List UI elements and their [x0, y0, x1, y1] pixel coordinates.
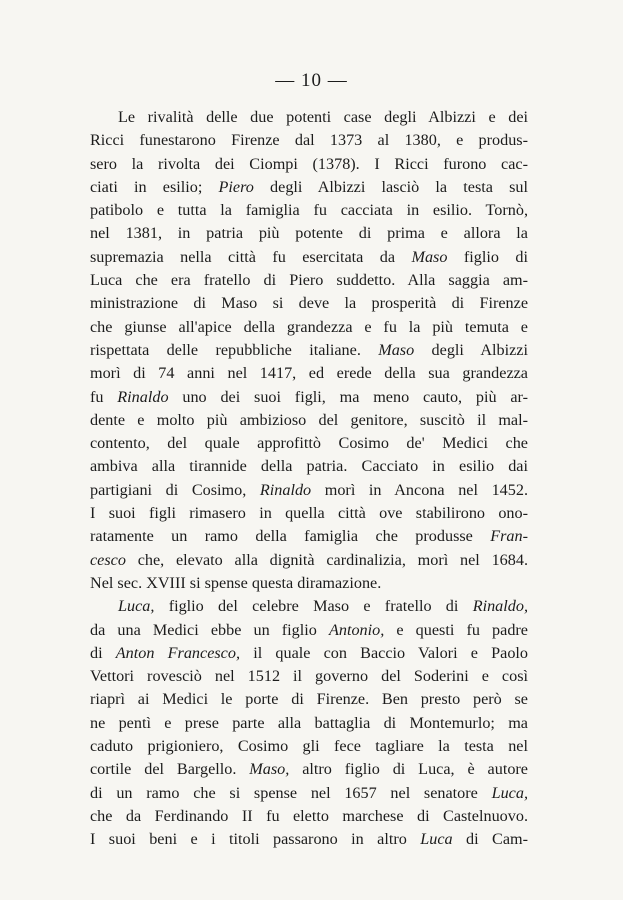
text-line — [90, 619, 528, 642]
text-line — [90, 222, 528, 245]
text-line — [90, 572, 528, 595]
italic-text: Rinaldo — [117, 387, 169, 406]
text-run: degli Albizzi lasciò la testa sul — [253, 177, 528, 196]
text-run: figlio di — [447, 247, 528, 266]
text-run: uno dei suoi figli, ma meno cauto, più ar- — [168, 387, 529, 406]
italic-text: Maso, — [249, 760, 290, 779]
italic-text: Maso — [378, 340, 415, 359]
text-run: il quale con Baccio Valori e Paolo — [240, 643, 529, 662]
italic-text: Antonio, — [328, 620, 385, 639]
text-line — [90, 339, 528, 362]
text-run: che giunse all'apice della grandezza e fu la più temuta e — [90, 317, 528, 336]
text-run: altro figlio di Luca, è autore — [289, 760, 528, 779]
body-text — [90, 106, 528, 852]
text-run: partigiani di Cosimo, — [90, 480, 260, 499]
text-line — [90, 642, 528, 665]
text-run: da una Medici ebbe un figlio — [90, 620, 329, 639]
text-line — [90, 153, 528, 176]
text-run: contento, del quale approfittò Cosimo de' Medici che — [90, 434, 528, 453]
text-run: che da Ferdinando II fu eletto marchese di Castelnuovo. — [90, 806, 528, 825]
text-run: ne pentì e prese parte alla battaglia di Montemurlo; ma — [90, 713, 528, 732]
text-line — [90, 362, 528, 385]
text-line — [90, 502, 528, 525]
italic-text: cesco — [90, 550, 126, 569]
text-run: I suoi beni e i titoli passarono in altro — [90, 830, 421, 849]
text-line — [90, 176, 528, 199]
text-run: supremazia nella città fu esercitata da — [90, 247, 412, 266]
italic-text: Anton Francesco, — [115, 643, 241, 662]
text-line — [90, 409, 528, 432]
text-run: ciati in esilio; — [90, 177, 219, 196]
text-run: fu — [90, 387, 118, 406]
text-run: riaprì ai Medici le porte di Firenze. Ben presto però se — [90, 690, 528, 709]
text-run: ministrazione di Maso si deve la prosperità di Firenze — [90, 294, 528, 313]
text-line — [90, 805, 528, 828]
text-line — [90, 199, 528, 222]
italic-text: Maso — [411, 247, 448, 266]
text-line — [90, 292, 528, 315]
text-line — [90, 269, 528, 292]
text-run: ambiva alla tirannide della patria. Cacciato in esilio dai — [90, 457, 528, 476]
text-line — [90, 455, 528, 478]
text-line — [90, 129, 528, 152]
text-line — [90, 246, 528, 269]
text-run: sero la rivolta dei Ciompi (1378). I Ricci furono cac- — [90, 154, 528, 173]
text-run: ratamente un ramo della famiglia che produsse — [90, 527, 491, 546]
text-run: di Cam- — [452, 830, 528, 849]
italic-text: Rinaldo — [259, 480, 312, 499]
text-line — [90, 688, 528, 711]
text-run: morì in Ancona nel 1452. — [311, 480, 528, 499]
text-line — [90, 316, 528, 339]
text-run: nel 1381, in patria più potente di prima e allora la — [90, 224, 528, 243]
italic-text: Fran- — [490, 527, 528, 546]
text-line — [90, 735, 528, 758]
italic-text: Piero — [218, 177, 254, 196]
text-line — [90, 828, 528, 851]
text-line — [90, 432, 528, 455]
page-number: — 10 — — [275, 70, 348, 91]
text-run: cortile del Bargello. — [90, 760, 250, 779]
text-run: Le rivalità delle due potenti case degli Albizzi e dei — [118, 108, 528, 126]
paragraph — [90, 106, 528, 595]
text-run: morì di 74 anni nel 1417, ed erede della sua grandezza — [90, 364, 528, 383]
text-line — [90, 549, 528, 572]
italic-text: Luca — [420, 830, 453, 849]
text-run: degli Albizzi — [414, 340, 528, 359]
text-run: e questi fu padre — [384, 620, 528, 639]
text-run: dente e molto più ambizioso del genitore, suscitò il mal- — [90, 410, 528, 429]
text-run: Ricci funestarono Firenze dal 1373 al 1380, e produs- — [90, 131, 528, 150]
text-run: Luca che era fratello di Piero suddetto. Alla saggia am- — [90, 271, 528, 290]
text-run: patibolo e tutta la famiglia fu cacciata in esilio. Tornò, — [90, 201, 528, 220]
text-line — [90, 712, 528, 735]
italic-text: Luca, — [118, 597, 155, 616]
text-run: di — [90, 643, 116, 662]
text-line — [90, 665, 528, 688]
italic-text: Luca, — [491, 783, 528, 802]
italic-text: Rinaldo, — [472, 597, 528, 616]
text-run: rispettata delle repubbliche italiane. — [90, 340, 379, 359]
text-run: Nel sec. XVIII si spense questa diramazione. — [90, 573, 382, 592]
text-line — [90, 758, 528, 781]
text-run: Vettori rovesciò nel 1512 il governo del Soderini e così — [90, 667, 528, 686]
text-run: I suoi figli rimasero in quella città ove stabilirono ono- — [90, 504, 528, 523]
text-run: di un ramo che si spense nel 1657 nel senatore — [90, 783, 492, 802]
text-line — [90, 479, 528, 502]
text-run: che, elevato alla dignità cardinalizia, morì nel 1684. — [125, 550, 528, 569]
text-line — [90, 595, 528, 618]
paragraph — [90, 595, 528, 851]
text-run: caduto prigioniero, Cosimo gli fece tagliare la testa nel — [90, 737, 528, 756]
text-line — [90, 525, 528, 548]
text-run: figlio del celebre Maso e fratello di — [154, 597, 473, 616]
text-line — [90, 782, 528, 805]
text-line — [90, 106, 528, 129]
text-line — [90, 386, 528, 409]
